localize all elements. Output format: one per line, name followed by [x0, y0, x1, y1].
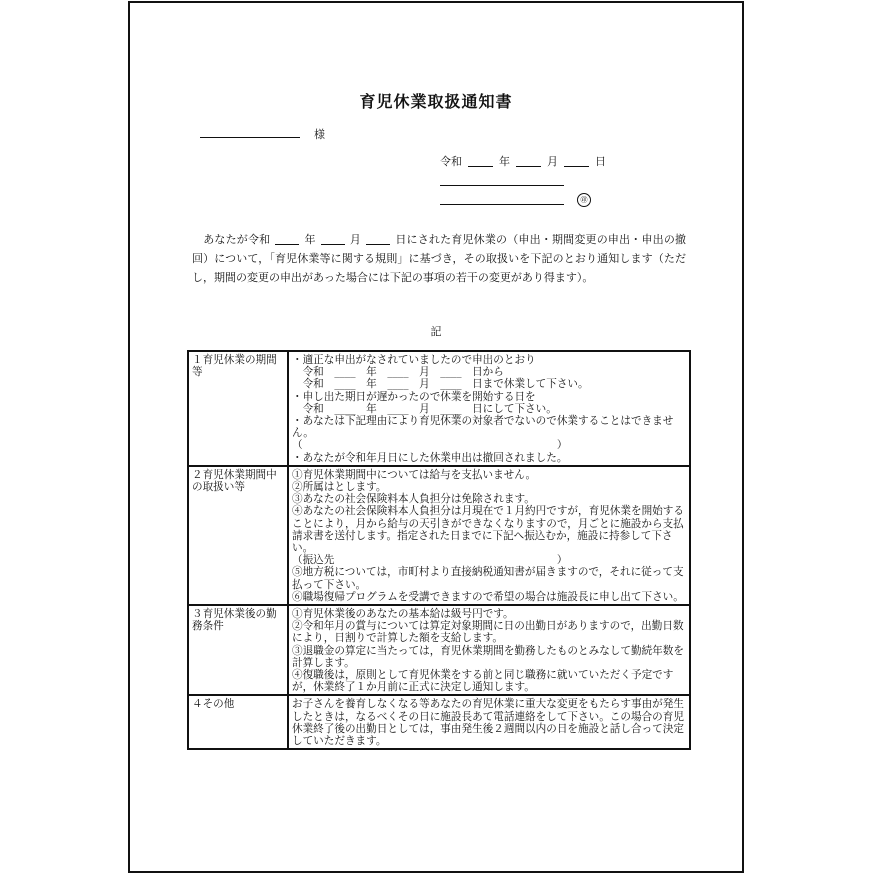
- month-blank: [516, 166, 541, 167]
- table-row: [188, 605, 690, 695]
- content-line: お子さんを養育しなくなる等あなたの育児休業に重大な変更をもたらす事由が発生したときは，なるべくその日に施設長あて電話連絡をして下さい。この場合の育児休業終了後の出勤日としては，事由発生後２週間以内の日を施設と話し合って決定していただきます。: [292, 698, 684, 748]
- content-line: 令和 ____ 年 ____ 月 ____ 日から: [292, 366, 504, 379]
- date-month: 月: [547, 155, 558, 168]
- document-page: [128, 1, 744, 873]
- notice-items-table: [187, 350, 691, 750]
- addressee-blank: [200, 137, 300, 138]
- content-line: ②令和年月の賞与については算定対象期間に日の出勤日がありますので，出勤日数により，日割りで計算した額を支給します。: [292, 620, 684, 645]
- content-line: ①育児休業後のあなたの基本給は級号円です。: [292, 608, 514, 621]
- content-line: ・適正な申出がなされていましたので申出のとおり: [292, 354, 536, 366]
- addressee-suffix: 様: [314, 128, 325, 141]
- table-row: [188, 695, 690, 749]
- issuer-blank: [440, 185, 564, 186]
- content-line: ⑤地方税については，市町村より直接納税通知書が届きますので，それに従って支払って下さい。: [292, 566, 684, 591]
- row-heading: １育児休業の期間等: [188, 351, 288, 466]
- content-line: （振込先 ）: [292, 554, 568, 567]
- content-line: ④復職後は，原則として育児休業をする前と同じ職務に就いていただく予定ですが，休業終了１か月前に正式に決定し通知します。: [292, 669, 674, 694]
- issue-date: [440, 153, 606, 169]
- date-year: 年: [499, 155, 510, 168]
- content-line: ・あなたは下記理由により育児休業の対象者でないので休業することはできません。: [292, 415, 674, 440]
- year-blank: [468, 166, 493, 167]
- content-line: ②所属はとします。: [292, 481, 387, 494]
- intro-year-blank: [275, 244, 299, 245]
- document-title: 育児休業取扱通知書: [359, 92, 513, 111]
- intro-part-2: 年: [304, 233, 316, 246]
- table-row: [188, 351, 690, 466]
- row-heading: ２育児休業期間中の取扱い等: [188, 466, 288, 605]
- content-line: ⑥職場復帰プログラムを受講できますので希望の場合は施設長に申し出て下さい。: [292, 590, 684, 603]
- content-line: ③退職金の算定に当たっては，育児休業期間を勤務したものとみなして勤続年数を計算します。: [292, 644, 684, 669]
- intro-day-blank: [366, 244, 390, 245]
- table-row: [188, 466, 690, 605]
- row-content: [288, 605, 690, 695]
- content-line: （ ）: [292, 439, 568, 452]
- content-line: ・あなたが令和年月日にした休業申出は撤回されました。: [292, 451, 568, 464]
- intro-part-4: 日にされた育児休業の（申出・期間変更の申出・申出の撤回）について，「育児休業等に関する規則」に基づき，その取扱いを下記のとおり通知します（ただし，期間の変更の申出があった場合には下記の事項の若干の変更があり得ます）。: [192, 233, 687, 284]
- ki-heading: 記: [430, 325, 442, 338]
- content-line: ③あなたの社会保険料本人負担分は免除されます。: [292, 493, 535, 506]
- content-line: ①育児休業期間中については給与を支払いません。: [292, 468, 537, 481]
- date-day: 日: [595, 155, 606, 168]
- intro-paragraph: [192, 230, 686, 287]
- row-content: [288, 695, 690, 749]
- seal-mark: ㊞: [577, 193, 591, 207]
- row-heading: ４その他: [188, 695, 288, 749]
- day-blank: [564, 166, 589, 167]
- content-line: 令和 ____ 年 ____ 月 ____ 日まで休業して下さい。: [292, 378, 589, 391]
- intro-part-3: 月: [349, 233, 362, 246]
- date-era: 令和: [440, 155, 462, 168]
- row-content: [288, 466, 690, 605]
- issuer-name-blank: [440, 204, 564, 205]
- row-content: [288, 351, 690, 466]
- intro-month-blank: [321, 244, 345, 245]
- row-heading: ３育児休業後の勤務条件: [188, 605, 288, 695]
- content-line: ・申し出た期日が遅かったので休業を開始する日を: [292, 390, 536, 403]
- content-line: 令和 ____ 年 ____ 月 ____ 日にして下さい。: [292, 402, 557, 415]
- content-line: ④あなたの社会保険料本人負担分は月現在で１月約円ですが，育児休業を開始することにより，月から給与の天引きができなくなりますので，月ごとに施設から支払請求書を送付します。指定された日までに下記へ振込むか，施設に持参して下さい。: [292, 505, 684, 555]
- intro-part-1: あなたが令和: [203, 233, 271, 246]
